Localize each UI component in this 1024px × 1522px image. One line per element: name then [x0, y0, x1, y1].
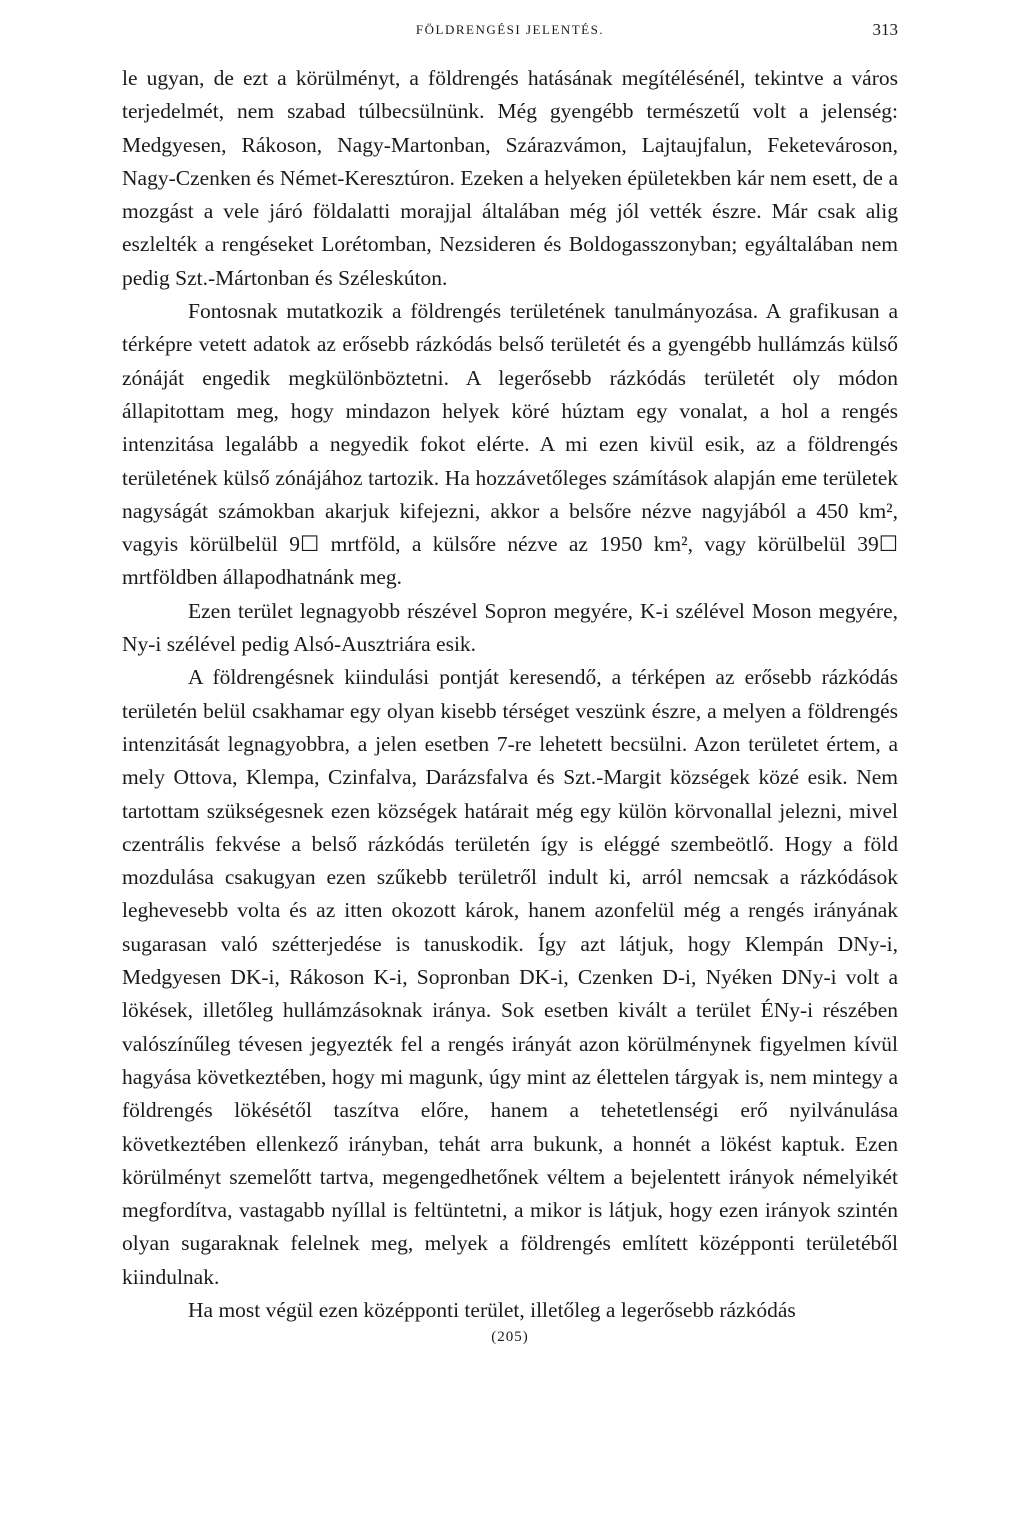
- running-title: FÖLDRENGÉSI JELENTÉS.: [415, 22, 605, 37]
- paragraph: Ha most végül ezen középponti terület, illetőleg a legerősebb rázkódás: [188, 1297, 796, 1322]
- paragraph: Fontosnak mutatkozik a földrengés területének tanulmányozása. A grafikusan a térképre vetett adatok az erősebb rázkódás belső területét és a gyengébb hullámzás külső zónáját engedik megkülönböztetni. A legerősebb rázkódás területét oly módon állapitottam meg, hogy mindazon helyek köré húztam egy vonalat, a hol a rengés intenzitása legalább a negyedik fokot elérte. A mi ezen kivül esik, az a földrengés területének külső zónájához tartozik. Ha hozzávetőleges számítások alapján eme területek nagyságát számokban akarjuk kifejezni, akkor a belsőre nézve nagyjából a 450 km², vagyis körülbelül 9☐ mrtföld, a külsőre nézve az 1950 km², vagy körülbelül 39☐ mrtföldben állapodhatnánk meg.: [122, 299, 898, 590]
- page-number: 313: [872, 20, 898, 39]
- paragraph-continuation: le ugyan, de ezt a körülményt, a földrengés hatásának megítélésénél, tekintve a város terjedelmét, nem szabad túlbecsülnünk. Még gyengébb természetű volt a jelenség: Medgyesen, Rákoson, Nagy-Martonban, Szárazvámon, Lajtaujfalun, Feketevároson, Nagy-Czenken és Német-Keresztúron. Ezeken a helyeken épületekben kár nem esett, de a mozgást a vele járó földalatti morajjal általában még jól vették észre. Már csak alig eszlelték a rengéseket Lorétomban, Nezsideren és Boldogasszonyban; egyáltalában nem pedig Szt.-Mártonban és Széleskúton.: [122, 66, 898, 290]
- paragraph: A földrengésnek kiindulási pontját keresendő, a térképen az erősebb rázkódás területén belül csakhamar egy olyan kisebb térséget veszünk észre, a melyen a földrengés intenzitását legnagyobbra, a jelen esetben 7-re lehetett becsülni. Azon területet értem, a mely Ottova, Klempa, Czinfalva, Darázsfalva és Szt.-Margit községek közé esik. Nem tartottam szükségesnek ezen községek határait még egy külön körvonallal jelezni, mivel czentrális fekvése a belső rázkódás területén így is eléggé szembeötlő. Hogy a föld mozdulása csakugyan ezen szűkebb területről indult ki, arról nemcsak a rázkódások leghevesebb volta és az itten okozott károk, hanem azonfelül még a rengés irányának sugarasan való szétterjedése is tanuskodik. Így azt látjuk, hogy Klempán DNy-i, Medgyesen DK-i, Rákoson K-i, Sopronban DK-i, Czenken D-i, Nyéken DNy-i volt a lökések, illetőleg hullámzásoknak iránya. Sok esetben kivált a terület ÉNy-i részében valószínűleg tévesen jegyezték fel a rengés irányát azon körülménynek figyelmen kívül hagyása következtében, hogy mi magunk, úgy mint az élettelen tárgyak is, nem mintegy a földrengés lökésétől taszítva előre, hanem a tehetetlenségi erő nyilvánulása következtében ellenkező irányban, tehát arra bukunk, a honnét a lökést kaptuk. Ezen körülményt szemelőtt tartva, megengedhetőnek véltem a bejelentett irányok némelyikét megfordítva, vastagabb nyíllal is feltüntetni, a mikor is látjuk, hogy ezen irányok szintén olyan sugaraknak felelnek meg, melyek a földrengés említett középponti területéből kiindulnak.: [122, 665, 898, 1289]
- document-page: [122, 20, 898, 1346]
- paragraph: Ezen terület legnagyobb részével Sopron megyére, K-i szélével Moson megyére, Ny-i szélével pedig Alsó-Ausztriára esik.: [122, 598, 898, 657]
- page-header: [122, 20, 898, 50]
- signature-mark: (205): [491, 1329, 529, 1346]
- body-text: [122, 62, 898, 1327]
